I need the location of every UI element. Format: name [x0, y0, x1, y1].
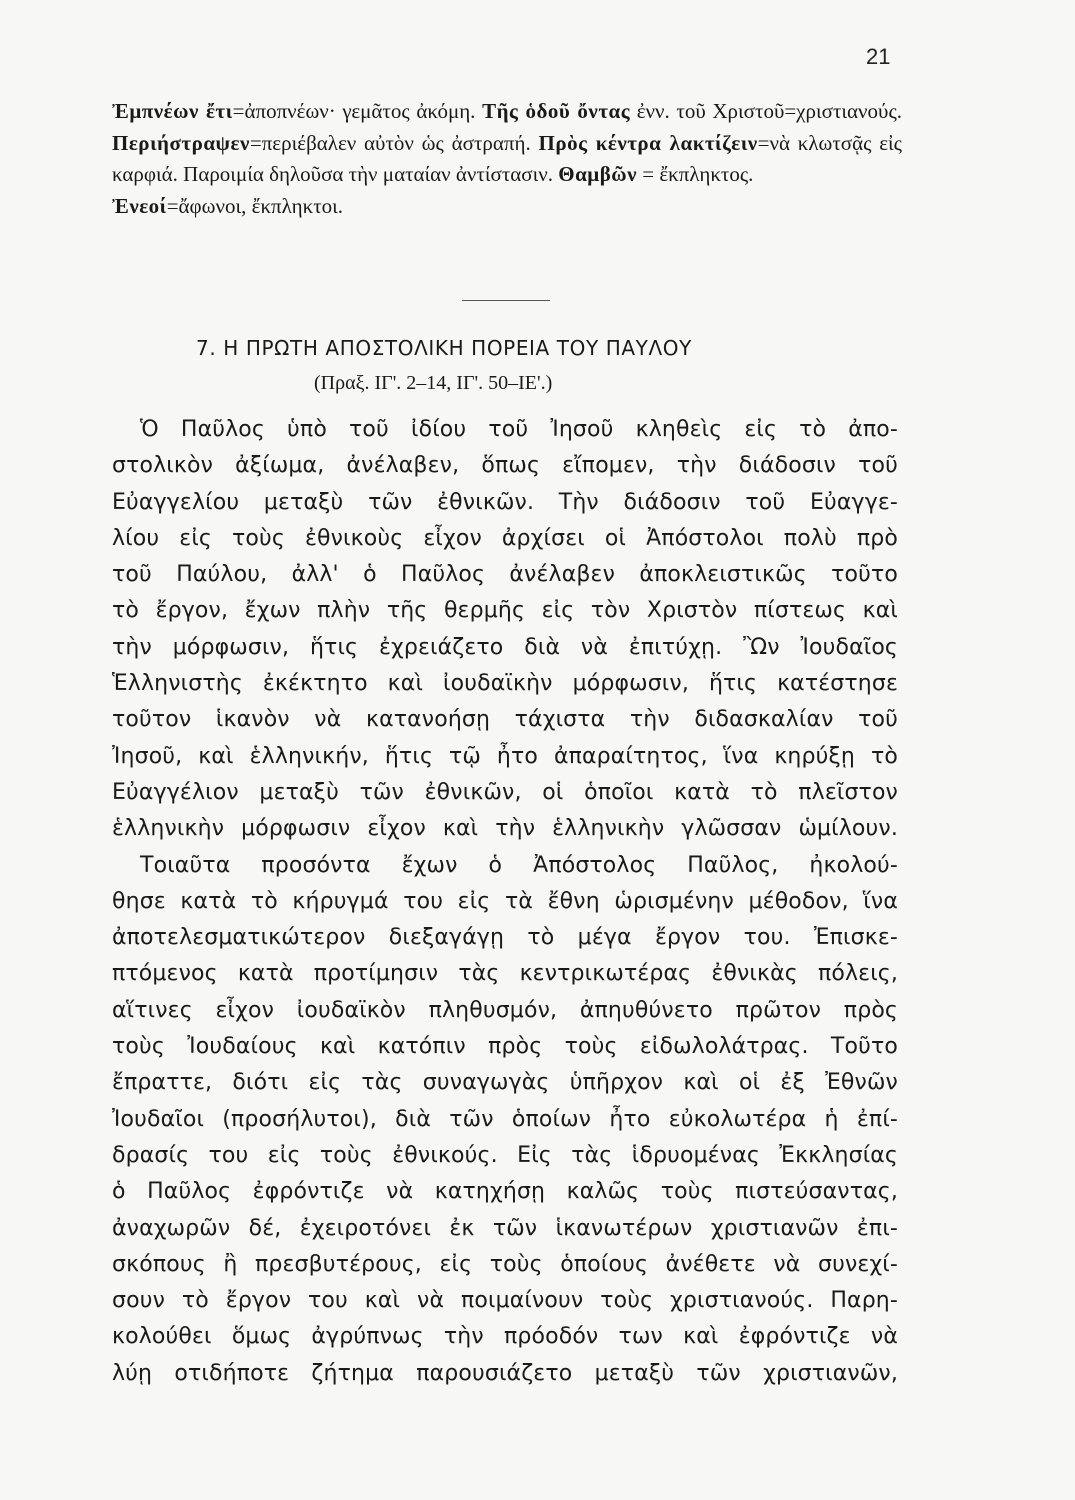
text-line: αἵτινες εἶχον ἰουδαϊκὸν πληθυσμόν, ἀπηυθύνετο πρῶτον πρὸς	[112, 997, 898, 1023]
text-line: ὁ Παῦλος ἐφρόντιζε νὰ κατηχήσῃ καλῶς τοὺς πιστεύσαντας,	[112, 1179, 898, 1205]
text-line: Εὐαγγελίου μεταξὺ τῶν ἐθνικῶν. Τὴν διάδοσιν τοῦ Εὐαγγε-	[112, 489, 898, 515]
text-line: τὸ ἔργον, ἔχων πλὴν τῆς θερμῆς εἰς τὸν Χριστὸν πίστεως καὶ	[112, 598, 898, 624]
text-line: λίου εἰς τοὺς ἐθνικοὺς εἶχον ἀρχίσει οἱ Ἀπόστολοι πολὺ πρὸ	[112, 525, 898, 551]
glossary-definition: =ἄφωνοι, ἔκπληκτοι.	[166, 193, 344, 218]
glossary-definition: = ἔκπληκτος.	[637, 162, 754, 186]
text-line: ἔπραττε, διότι εἰς τὰς συναγωγὰς ὑπῆρχον καὶ οἱ ἐξ Ἐθνῶν	[112, 1070, 898, 1096]
text-line: σκόπους ἢ πρεσβυτέρους, εἰς τοὺς ὁποίους ἀνέθετε νὰ συνεχί-	[112, 1251, 898, 1277]
text-line: Τοιαῦτα προσόντα ἔχων ὁ Ἀπόστολος Παῦλος, ἠκολού-	[140, 852, 898, 878]
text-line: Εὐαγγέλιον μεταξὺ τῶν ἐθνικῶν, οἱ ὁποῖοι κατὰ τὸ πλεῖστον	[112, 779, 898, 805]
section-divider	[462, 300, 550, 301]
page-number: 21	[866, 44, 891, 69]
text-line: ἀποτελεσματικώτερον διεξαγάγῃ τὸ μέγα ἔργον του. Ἐπισκε-	[112, 925, 898, 951]
text-line: ἑλληνικὴν μόρφωσιν εἶχον καὶ τὴν ἑλληνικὴν γλῶσσαν ὡμίλουν.	[112, 816, 898, 842]
text-line: τοὺς Ἰουδαίους καὶ κατόπιν πρὸς τοὺς εἰδωλολάτρας. Τοῦτο	[112, 1034, 898, 1060]
glossary-definition: =ἀποπνέων· γεμᾶτος ἀκόμη.	[232, 99, 483, 123]
text-line: τοῦ Παύλου, ἀλλ' ὁ Παῦλος ἀνέλαβεν ἀποκλειστικῶς τοῦτο	[112, 562, 898, 588]
text-line: Ἰουδαῖοι (προσήλυτοι), διὰ τῶν ὁποίων ἦτο εὐκολωτέρα ἡ ἐπί-	[112, 1106, 898, 1132]
text-line: θησε κατὰ τὸ κήρυγμά του εἰς τὰ ἔθνη ὡρισμένην μέθοδον, ἵνα	[112, 888, 898, 914]
glossary-term: Περιήστραψεν	[112, 130, 250, 155]
section-title: 7. Η ΠΡΩΤΗ ΑΠΟΣΤΟΛΙΚΗ ΠΟΡΕΙΑ ΤΟΥ ΠΑΥΛΟΥ	[196, 336, 692, 360]
glossary-definition: =νὰ κλωτσᾷς εἰς καρφιά. Παροιμία δηλοῦσα τὴν ματαίαν ἀντίστασιν.	[112, 130, 902, 186]
text-line: Ὁ Παῦλος ὑπὸ τοῦ ἰδίου τοῦ Ἰησοῦ κληθεὶς εἰς τὸ ἀπο-	[140, 417, 898, 442]
glossary-definition: =περιέβαλεν αὐτὸν ὡς ἀστραπή.	[249, 130, 539, 155]
glossary-term: Ἐνεοί	[112, 193, 167, 218]
text-line: δρασίς του εἰς τοὺς ἐθνικούς. Εἰς τὰς ἱδρυομένας Ἐκκλησίας	[112, 1142, 898, 1168]
text-line: τοῦτον ἱκανὸν νὰ κατανοήσῃ τάχιστα τὴν διδασκαλίαν τοῦ	[112, 707, 898, 733]
body-text	[112, 412, 898, 1392]
text-line: σουν τὸ ἔργον του καὶ νὰ ποιμαίνουν τοὺς χριστιανούς. Παρη-	[112, 1288, 898, 1314]
scripture-reference: (Πραξ. ΙΓ'. 2–14, ΙΓ'. 50–ΙΕ'.)	[314, 372, 553, 394]
glossary-term: Ἐμπνέων ἔτι	[112, 99, 233, 123]
text-line: ἀναχωρῶν δέ, ἐχειροτόνει ἐκ τῶν ἱκανωτέρων χριστιανῶν ἐπι-	[112, 1215, 898, 1241]
text-line: Ἑλληνιστὴς ἐκέκτητο καὶ ἰουδαϊκὴν μόρφωσιν, ἥτις κατέστησε	[112, 671, 898, 697]
text-line: κολούθει ὅμως ἀγρύπνως τὴν πρόοδόν των καὶ ἐφρόντιζε νὰ	[112, 1324, 898, 1350]
text-line: Ἰησοῦ, καὶ ἑλληνικήν, ἥτις τῷ ἦτο ἀπαραίτητος, ἵνα κηρύξῃ τὸ	[112, 743, 898, 769]
text-line: τὴν μόρφωσιν, ἥτις ἐχρειάζετο διὰ νὰ ἐπιτύχῃ. Ὢν Ἰουδαῖος	[112, 634, 898, 660]
glossary-term: Θαμβῶν	[558, 162, 637, 186]
text-line: πτόμενος κατὰ προτίμησιν τὰς κεντρικωτέρας ἐθνικὰς πόλεις,	[112, 961, 898, 987]
glossary-notes	[112, 96, 902, 222]
glossary-term: Πρὸς κέντρα λακτίζειν	[538, 130, 758, 155]
text-line: λύῃ οτιδήποτε ζήτημα παρουσιάζετο μεταξὺ τῶν χριστιανῶν,	[112, 1360, 898, 1386]
glossary-term: Τῆς ὁδοῦ ὄντας	[482, 99, 631, 123]
glossary-definition: ἐνν. τοῦ Χριστοῦ=χριστιανούς.	[630, 99, 903, 123]
text-line: στολικὸν ἀξίωμα, ἀνέλαβεν, ὅπως εἴπομεν, τὴν διάδοσιν τοῦ	[112, 453, 898, 479]
